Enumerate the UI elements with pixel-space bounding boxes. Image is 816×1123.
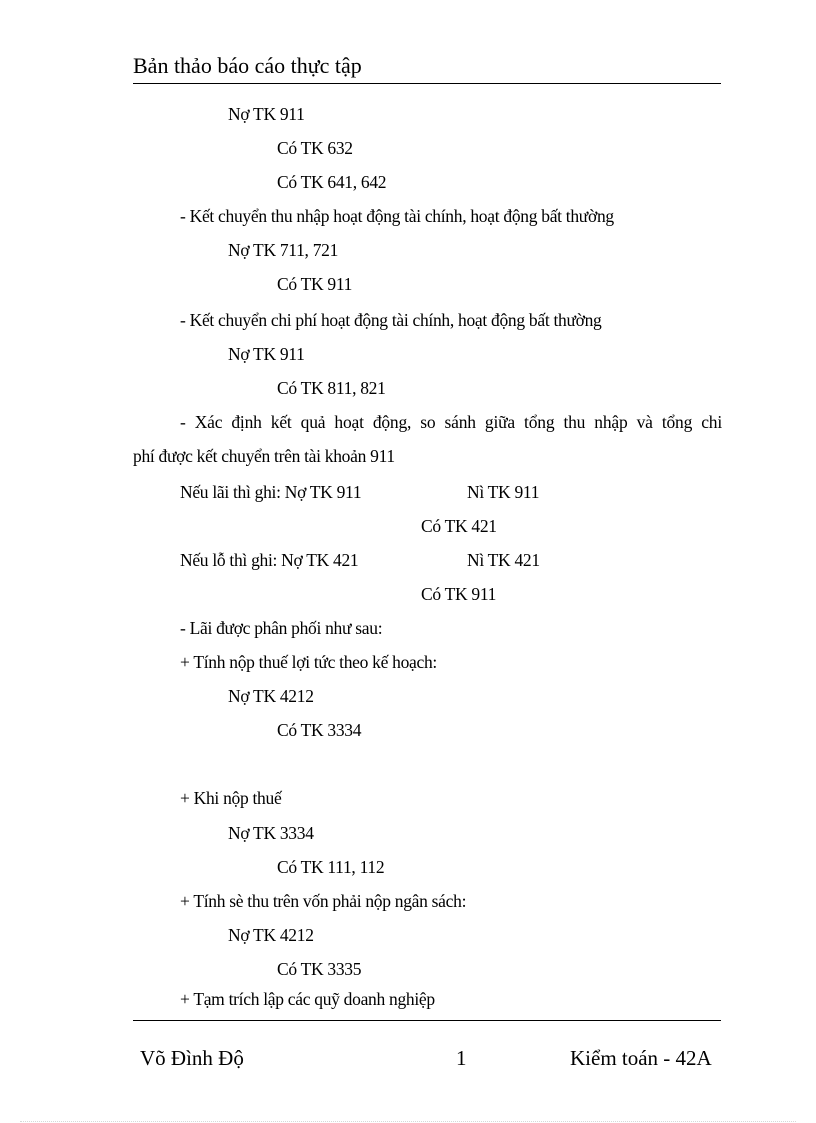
header-title: Bản thảo báo cáo thực tập [133,53,362,78]
entry-line: Nợ TK 711, 721 [228,240,339,260]
entry-line: Có TK 811, 821 [277,378,386,398]
entry-line: Có TK 911 [421,584,497,604]
entry-line: Nợ TK 4212 [228,925,314,945]
paragraph-line: phí được kết chuyển trên tài khoản 911 [133,446,395,466]
entry-line: Có TK 641, 642 [277,172,387,192]
entry-line: Có TK 911 [277,274,353,294]
entry-line: Nì TK 421 [467,550,540,570]
entry-line: - Kết chuyển thu nhập hoạt động tài chính, hoạt động bất thường [180,206,614,226]
entry-line: + Tính nộp thuế lợi tức theo kế hoạch: [180,652,437,672]
entry-line: Nợ TK 911 [228,344,305,364]
entry-line: + Tính sè thu trên vốn phải nộp ngân sách: [180,891,467,911]
entry-line: Có TK 421 [421,516,497,536]
entry-line: Nợ TK 3334 [228,823,314,843]
entry-line: + Tạm trích lập các quỹ doanh nghiệp [180,989,435,1009]
entry-line: Có TK 3334 [277,720,362,740]
footer-author: Võ Đình Độ [140,1046,244,1070]
footer-page-number: 1 [456,1046,467,1070]
entry-line: Có TK 111, 112 [277,857,385,877]
entry-line: Nì TK 911 [467,482,540,502]
entry-line: Nợ TK 911 [228,104,305,124]
entry-line: - Lãi được phân phối như sau: [180,618,383,638]
entry-line: Có TK 3335 [277,959,362,979]
entry-line: Nếu lãi thì ghi: Nợ TK 911 [180,482,362,502]
entry-line: + Khi nộp thuế [180,788,282,808]
page-edge [20,1121,796,1122]
footer-course: Kiểm toán - 42A [570,1046,712,1070]
footer-divider [133,1020,721,1021]
entry-line: - Kết chuyển chi phí hoạt động tài chính, hoạt động bất thường [180,310,602,330]
entry-line: Nếu lỗ thì ghi: Nợ TK 421 [180,550,359,570]
paragraph-line: - Xác định kết quả hoạt động, so sánh giữa tổng thu nhập và tổng chi [180,412,722,432]
header-divider [133,83,721,84]
entry-line: Nợ TK 4212 [228,686,314,706]
entry-line: Có TK 632 [277,138,353,158]
